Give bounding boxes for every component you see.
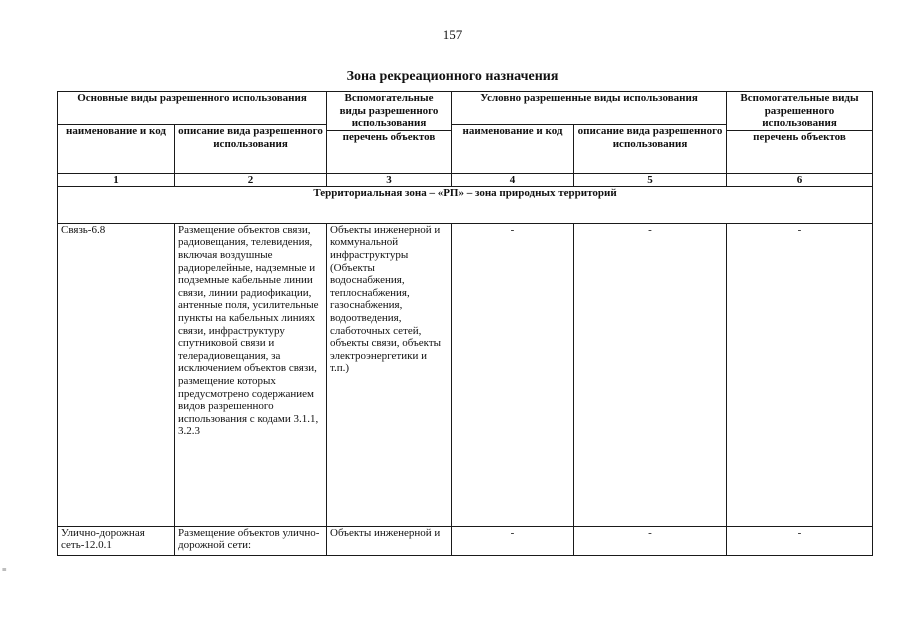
margin-mark: ≡ [2,565,7,574]
zone-band-row [58,186,873,223]
row-description: Размещение объектов улично-дорожной сети: [175,526,327,555]
table-row [58,223,873,526]
row-objects: Объекты инженерной и коммунальной инфраструктуры (Объекты водоснабжения, теплоснабжения, газоснабжения, водоотведения, слаботочных сетей, объекты связи, объекты электроэнергетики и т.п.) [327,223,452,526]
row-conditional-description: - [574,223,727,526]
header-group-row [58,92,873,125]
header-name-code: наименование и код [58,125,175,174]
column-number: 4 [452,173,574,186]
header-description-2: описание вида разрешенного использования [574,125,727,174]
column-number: 6 [727,173,873,186]
row-objects: Объекты инженерной и [327,526,452,555]
header-auxiliary-uses-2: Вспомогательные виды разрешенного использования [727,92,873,131]
header-objects: перечень объектов [327,130,452,173]
document-title: Зона рекреационного назначения [346,69,559,84]
header-description: описание вида разрешенного использования [175,125,327,174]
row-name-code: Связь-6.8 [58,223,175,526]
page-number: 157 [442,27,463,42]
header-main-uses: Основные виды разрешенного использования [58,92,327,125]
header-auxiliary-uses: Вспомогательные виды разрешенного использования [327,92,452,131]
column-number: 3 [327,173,452,186]
column-number: 2 [175,173,327,186]
zone-label: Территориальная зона – «РП» – зона природных территорий [58,186,873,223]
land-use-table [57,91,873,556]
row-description: Размещение объектов связи, радиовещания, телевидения, включая воздушные радиорелейные, надземные и подземные кабельные линии связи, линии радиофикации, антенные поля, усилительные пункты на кабельных линиях связи, инфраструктуру спутниковой связи и телерадиовещания, за исключением объектов связи, размещение которых предусмотрено содержанием видов разрешенного использования с кодами 3.1.1, 3.2.3 [175,223,327,526]
row-conditional-name: - [452,526,574,555]
header-objects-2: перечень объектов [727,130,873,173]
header-name-code-2: наименование и код [452,125,574,174]
table-row [58,526,873,555]
row-name-code: Улично-дорожная сеть-12.0.1 [58,526,175,555]
column-number-row [58,173,873,186]
row-conditional-objects: - [727,223,873,526]
row-conditional-description: - [574,526,727,555]
row-conditional-name: - [452,223,574,526]
row-conditional-objects: - [727,526,873,555]
column-number: 1 [58,173,175,186]
header-conditional-uses: Условно разрешенные виды использования [452,92,727,125]
column-number: 5 [574,173,727,186]
